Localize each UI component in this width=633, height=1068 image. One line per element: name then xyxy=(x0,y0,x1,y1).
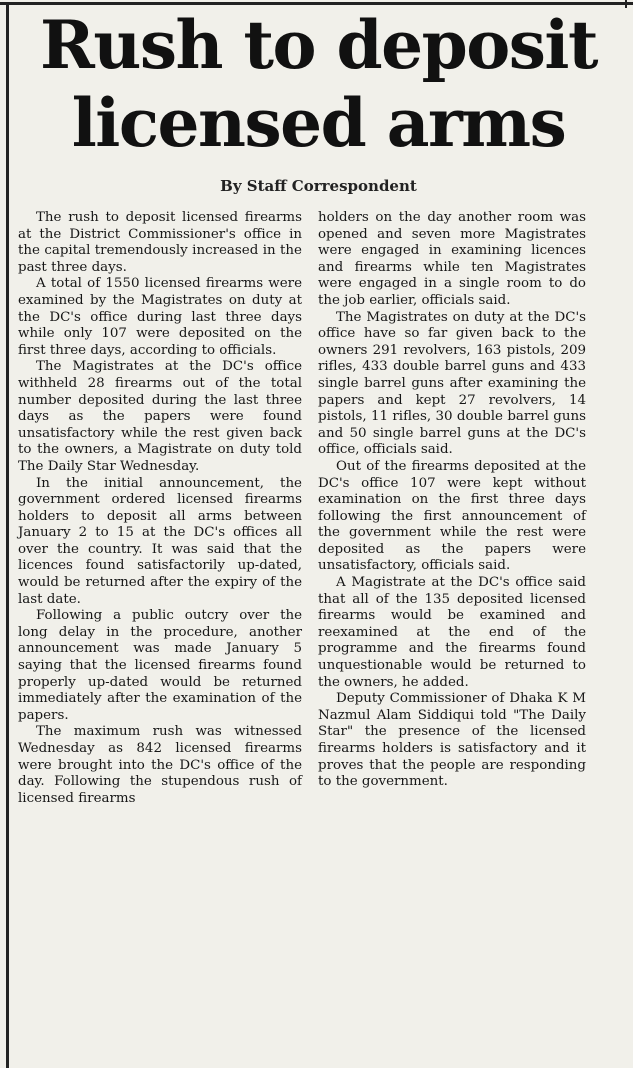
right-border-tick xyxy=(625,0,627,8)
article-column-left xyxy=(18,210,302,807)
paragraph: The rush to deposit licensed firearms at the District Commissioner's office in the capital tremendously increased in the past three days. xyxy=(18,210,302,275)
paragraph: A Magistrate at the DC's office said that all of the 135 deposited licensed firearms would be examined and reexamined at the end of the programme and the firearms found unquestionable would be returned to the owners, he added. xyxy=(318,575,586,690)
headline xyxy=(14,6,623,162)
paragraph: Following a public outcry over the long delay in the procedure, another announcement was made January 5 saying that the licensed firearms found properly up-dated would be returned immediately after the examination of the papers. xyxy=(18,608,302,723)
top-border-rule xyxy=(0,2,633,5)
paragraph: The Magistrates on duty at the DC's office have so far given back to the owners 291 revolvers, 163 pistols, 209 rifles, 433 double barrel guns and 433 single barrel guns after examining the papers and kept 27 revolvers, 14 pistols, 11 rifles, 30 double barrel guns and 50 single barrel guns at the DC's office, officials said. xyxy=(318,309,586,458)
byline: By Staff Correspondent xyxy=(220,177,417,195)
paragraph: Deputy Commissioner of Dhaka K M Nazmul Alam Siddiqui told "The Daily Star" the presence of the licensed firearms holders is satisfactory and it proves that the people are responding to the government. xyxy=(318,691,586,790)
paragraph: Out of the firearms deposited at the DC's office 107 were kept without examination on the first three days following the first announcement of the government while the rest were deposited as the papers were unsatisfactory, officials said. xyxy=(318,458,586,574)
paragraph: The Magistrates at the DC's office withheld 28 firearms out of the total number deposited during the last three days as the papers were found unsatisfactory while the rest given back to the owners, a Magistrate on duty told The Daily Star Wednesday. xyxy=(18,359,302,474)
headline-line-2: licensed arms xyxy=(71,84,566,162)
paragraph: The maximum rush was witnessed Wednesday as 842 licensed firearms were brought into the DC's office of the day. Following the stupendous rush of licensed firearms xyxy=(18,724,302,806)
left-border-rule xyxy=(6,2,9,1068)
article-column-right xyxy=(318,210,586,791)
paragraph: A total of 1550 licensed firearms were examined by the Magistrates on duty at the DC's office during last three days while only 107 were deposited on the first three days, according to officials. xyxy=(18,276,302,358)
paragraph-continued: holders on the day another room was opened and seven more Magistrates were engaged in examining licences and firearms while ten Magistrates were engaged in a single room to do the job earlier, officials said. xyxy=(318,210,586,308)
paragraph: In the initial announcement, the government ordered licensed firearms holders to deposit all arms between January 2 to 15 at the DC's offices all over the country. It was said that the licences found satisfactorily up-dated, would be returned after the expiry of the last date. xyxy=(18,475,302,607)
headline-line-1: Rush to deposit xyxy=(40,6,597,84)
